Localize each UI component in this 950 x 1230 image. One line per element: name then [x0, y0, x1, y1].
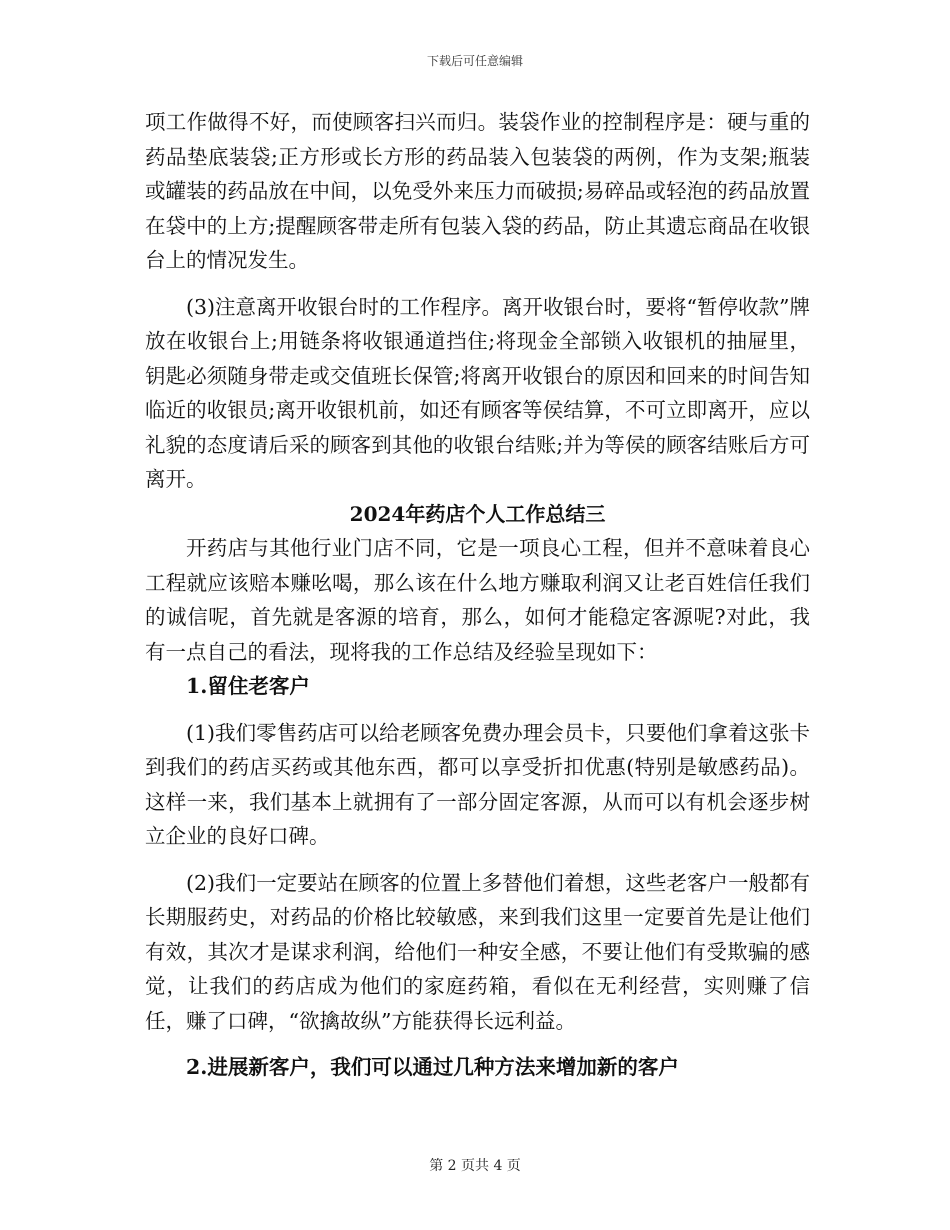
paragraph-leaving-register: (3)注意离开收银台时的工作程序。离开收银台时，要将“暂停收款”牌放在收银台上;用链条将收银通道挡住;将现金全部锁入收银机的抽屉里，钥匙必须随身带走或交值班长保管;将离开收银台的原因和回来的时间告知临近的收银员;离开收银机前，如还有顾客等侯结算，不可立即离开，应以礼貌的态度请后采的顾客到其他的收银台结账;并为等侯的顾客结账后方可离开。 — [145, 294, 810, 491]
page-header: 下载后可任意编辑 — [426, 54, 523, 68]
paragraph-customer-care: (2)我们一定要站在顾客的位置上多替他们着想，这些老客户一般都有长期服药史，对药品的价格比较敏感，来到我们这里一定要首先是让他们有效，其次才是谋求利润，给他们一种安全感，不要让他们有受欺骗的感觉，让我们的药店成为他们的家庭药箱，看似在无利经营，实则赚了信任，赚了口碑，“欲擒故纵”方能获得长远利益。 — [145, 870, 810, 1033]
document-body — [145, 105, 810, 1085]
paragraph-membership-card: (1)我们零售药店可以给老顾客免费办理会员卡，只要他们拿着这张卡到我们的药店买药或其他东西，都可以享受折扣优惠(特别是敏感药品)。这样一来，我们基本上就拥有了一部分固定客源，从而可以有机会逐步树立企业的良好口碑。 — [145, 720, 810, 848]
page-footer: 第 2 页共 4 页 — [429, 1158, 521, 1174]
heading-new-customers: 2.进展新客户，我们可以通过几种方法来增加新的客户 — [186, 1055, 679, 1079]
section-title: 2024年药店个人工作总结三 — [349, 501, 606, 526]
heading-retain-customers: 1.留住老客户 — [186, 674, 310, 698]
paragraph-bagging: 项工作做得不好，而使顾客扫兴而归。装袋作业的控制程序是：硬与重的药品垫底装袋;正方形或长方形的药品装入包装袋的两例，作为支架;瓶装或罐装的药品放在中间，以免受外来压力而破损;易碎品或轻泡的药品放置在袋中的上方;提醒顾客带走所有包装入袋的药品，防止其遗忘商品在收银台上的情况发生。 — [145, 110, 810, 272]
paragraph-intro: 开药店与其他行业门店不同，它是一项良心工程，但并不意味着良心工程就应该赔本赚吆喝，那么该在什么地方赚取利润又让老百姓信任我们的诚信呢，首先就是客源的培育，那么，如何才能稳定客源呢?对此，我有一点自己的看法，现将我的工作总结及经验呈现如下： — [145, 536, 810, 664]
